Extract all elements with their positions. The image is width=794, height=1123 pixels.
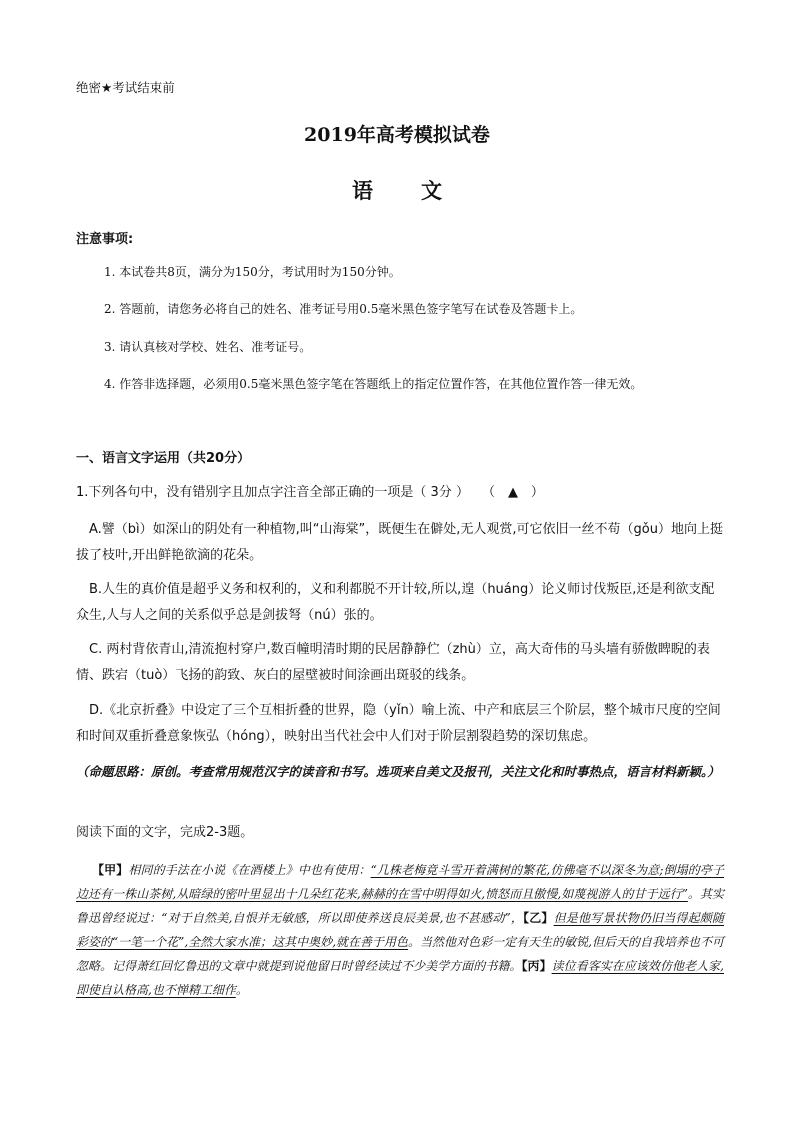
question-1-stem: 1.下列各句中，没有错别字且加点字注音全部正确的一项是（ 3分 ） （ ▲ ） [76, 485, 544, 500]
section-heading: 一、语言文字运用（共20分） [76, 451, 251, 466]
subject-title [0, 175, 794, 205]
notice-item-1: 1. 本试卷共8页，满分为150分，考试用时为150分钟。 [104, 265, 401, 279]
underlined-seg-2: 但是他写景状物仍旧当得起颇随彩姿的“一笔一个花”,全然大家水准；这其中奥妙,就在善于用色 [76, 911, 724, 949]
notice-item-3: 3. 请认真核对学校、姓名、准考证号。 [104, 340, 312, 354]
design-note: （命题思路：原创。考查常用规范汉字的读音和书写。选项来自美文及报刊，关注文化和时事热点，语言材料新颖。） [76, 764, 720, 779]
reading-passage [76, 858, 724, 1002]
underlined-seg-1: “几株老梅竟斗雪开着满树的繁花,仿佛毫不以深冬为意;倒塌的亭子边还有一株山茶树,从暗绿的密叶里显出十几朵红花来,赫赫的在雪中明得如火,愤怒而且傲慢,如蔑视游人的甘于远行” [76, 863, 724, 901]
confidential-label: 绝密★考试结束前 [76, 80, 175, 95]
notice-item-4: 4. 作答非选择题，必须用0.5毫米黑色签字笔在答题纸上的指定位置作答，在其他位置作答一律无效。 [104, 377, 643, 391]
mark-jia: 【甲】 [92, 863, 129, 877]
underlined-seg-3: 读位看客实在应该效仿他老人家,即使自认格高,也不惮精工细作 [76, 959, 724, 997]
option-b: B.人生的真价值是超乎义务和权利的，义和利都脱不开计较,所以,遑（huáng）论义师讨伐叛臣,还是利欲支配众生,人与人之间的关系似乎总是剑拔弩（nú）张的。 [76, 582, 715, 623]
option-a: A.譬（bì）如深山的阴处有一种植物,叫“山海棠”，既便生在僻处,无人观赏,可它依旧一丝不苟（gǒu）地向上挺拔了枝叶,开出鲜艳欲滴的花朵。 [76, 522, 723, 563]
notice-item-2: 2. 答题前，请您务必将自己的姓名、准考证号用0.5毫米黑色签字笔写在试卷及答题卡上。 [104, 302, 583, 316]
exam-title: 2019年高考模拟试卷 [304, 124, 490, 146]
passage-seg-3: 。其实鲁迅曾经说过：“对于自然美,自恨并无敏感，所以即使养送良辰美景,也不甚感动”， [76, 887, 724, 925]
subject-char-2: 文 [421, 178, 442, 203]
mark-bing: 【丙】 [521, 959, 552, 973]
passage-seg-5: 。当然他对色彩一定有天生的敏锐,但后天的自我培养也不可忽略。记得萧红回忆鲁迅的文章中就提到说他留日时曾经读过不少美学方面的书籍。 [76, 935, 724, 973]
subject-char-1: 语 [352, 178, 373, 203]
notice-title: 注意事项: [76, 232, 134, 247]
reading-instruction: 阅读下面的文字，完成2-3题。 [76, 825, 254, 840]
passage-seg-7: 。 [235, 983, 248, 997]
mark-yi: 【乙】 [523, 911, 554, 925]
passage-seg-1: 相同的手法在小说《在酒楼上》中也有使用： [128, 863, 371, 877]
option-d: D.《北京折叠》中设定了三个互相折叠的世界，隐（yǐn）喻上流、中产和底层三个阶层，整个城市尺度的空间和时间双重折叠意象恢弘（hóng），映射出当代社会中人们对于阶层割裂趋势的深切焦虑。 [76, 703, 721, 744]
option-c: C. 两村背依青山,清流抱村穿户,数百幢明清时期的民居静静伫（zhù）立，高大奇伟的马头墙有骄傲睥睨的表情、跌宕（tuò）飞扬的韵致、灰白的屋壁被时间涂画出斑驳的线条。 [76, 642, 710, 683]
